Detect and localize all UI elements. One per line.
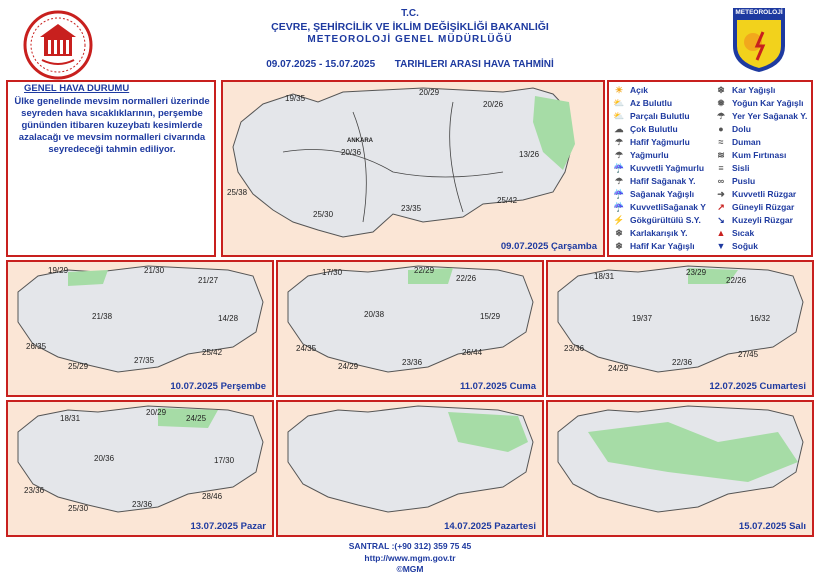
main-map-date: 09.07.2025 Çarşamba [500, 241, 597, 252]
day-turkey-map [8, 402, 272, 535]
day-temp: 26/35 [26, 342, 47, 351]
footer-url[interactable]: http://www.mgm.gov.tr [364, 553, 456, 563]
smoke-icon: ≈ [718, 137, 724, 147]
day-temp: 22/26 [456, 274, 477, 283]
day-temp: 20/38 [364, 310, 385, 319]
shower-icon: ☔ [613, 189, 625, 199]
legend-label: Kuvvetli Yağmurlu [630, 163, 705, 173]
day-panel [276, 400, 544, 537]
fog-icon: ≡ [718, 163, 724, 173]
snow-icon: ❄ [717, 85, 725, 95]
legend-label: Dolu [732, 124, 751, 134]
strong-wind-icon: ➜ [717, 189, 725, 199]
day-turkey-map [278, 402, 542, 535]
south-wind-icon: ↗ [717, 202, 725, 212]
light-rain-icon: ☂ [614, 137, 624, 147]
legend-item [613, 85, 648, 95]
legend-label: Hafif Yağmurlu [630, 137, 690, 147]
day-temp: 24/25 [186, 414, 207, 423]
main-temp: 19/35 [285, 94, 306, 103]
legend-label: Hafif Kar Yağışlı [630, 241, 695, 251]
legend-box [607, 80, 813, 257]
main-temp: 13/26 [519, 150, 540, 159]
main-turkey-map [223, 82, 603, 255]
cloud-icon: ☁ [614, 124, 624, 134]
legend-item [715, 150, 786, 160]
legend-item [715, 85, 775, 95]
day-temp: 23/36 [564, 344, 585, 353]
legend-item [715, 124, 751, 134]
day-turkey-map [548, 262, 812, 395]
haze-icon: ∞ [717, 176, 725, 186]
day-panel-date: 12.07.2025 Cumartesi [709, 381, 806, 392]
day-panel [546, 260, 814, 397]
day-temp: 22/36 [672, 358, 693, 367]
day-temp: 24/29 [608, 364, 629, 373]
legend-label: Yağmurlu [630, 150, 669, 160]
day-temp: 24/29 [338, 362, 359, 371]
summary-title: GENEL HAVA DURUMU [24, 83, 130, 94]
legend-label: Duman [732, 137, 761, 147]
footer-phone: SANTRAL :(+90 312) 359 75 45 [348, 541, 472, 551]
day-temp: 26/44 [462, 348, 483, 357]
day-temp: 14/28 [218, 314, 239, 323]
day-temp: 17/30 [214, 456, 235, 465]
day-panel [6, 260, 274, 397]
header-ministry: ÇEVRE, ŞEHİRCİLİK VE İKLİM DEĞİŞİKLİĞİ BAKANLIĞI [271, 21, 549, 33]
day-panel-date: 14.07.2025 Pazartesi [444, 521, 536, 532]
main-temp: 25/42 [497, 196, 518, 205]
meteoroloji-logo-text: METEOROLOJİ [735, 9, 783, 16]
local-shower-icon: ☂ [716, 111, 726, 121]
cold-icon: ▼ [716, 241, 726, 251]
legend-label: Kar Yağışlı [732, 85, 776, 95]
main-map-panel [221, 80, 605, 257]
legend-label: Yer Yer Sağanak Y. [732, 111, 808, 121]
hail-icon: ● [718, 124, 724, 134]
sleet-icon: ❄ [615, 228, 623, 238]
light-snow-icon: ❄ [615, 241, 623, 251]
header-title: TARIHLERI ARASI HAVA TAHMİNİ [394, 59, 554, 70]
heavy-shower-icon: ☔ [613, 202, 625, 212]
day-temp: 23/36 [24, 486, 45, 495]
legend-label: KuvvetliSağanak Y [630, 202, 706, 212]
legend-label: Sağanak Yağışlı [630, 189, 695, 199]
legend-item [715, 163, 749, 173]
day-temp: 24/35 [296, 344, 317, 353]
legend-label: Kuvvetli Rüzgar [732, 189, 797, 199]
day-panel-date: 13.07.2025 Pazar [190, 521, 266, 532]
header-tc: T.C. [401, 8, 419, 19]
day-temp: 15/29 [480, 312, 501, 321]
legend-item [715, 189, 796, 199]
day-temp: 17/30 [322, 268, 343, 277]
day-temp: 19/37 [632, 314, 653, 323]
legend-label: Kuzeyli Rüzgar [732, 215, 793, 225]
legend-item [613, 176, 696, 186]
header-dates: 09.07.2025 - 15.07.2025 [266, 59, 376, 70]
legend-item [715, 241, 758, 251]
day-temp: 19/29 [48, 266, 69, 275]
hot-icon: ▲ [716, 228, 726, 238]
legend-label: Kum Fırtınası [732, 150, 787, 160]
main-temp: 20/36 [341, 148, 362, 157]
main-temp: 25/30 [313, 210, 334, 219]
day-temp: 21/38 [92, 312, 113, 321]
legend-label: Az Bulutlu [630, 98, 673, 108]
day-temp: 25/42 [202, 348, 223, 357]
legend-label: Sıcak [732, 228, 755, 238]
legend-item [613, 137, 690, 147]
legend-item [613, 98, 672, 108]
sun-icon: ☀ [614, 85, 624, 95]
main-temp: 20/26 [483, 100, 504, 109]
day-temp: 20/29 [146, 408, 167, 417]
day-temp: 23/36 [402, 358, 423, 367]
legend-item [613, 124, 678, 134]
rain-icon: ☂ [614, 150, 624, 160]
day-temp: 23/36 [132, 500, 153, 509]
day-temp: 25/29 [68, 362, 89, 371]
summary-text: Ülke genelinde mevsim normalleri üzerinde seyreden hava sıcaklıklarının, perşembe gününden itibaren kuzeybatı kesimlerde azalacağı ve mevsim normalleri civarında seyredeceği tahmin ediliyor. [14, 96, 210, 155]
main-temp: 25/38 [227, 188, 248, 197]
legend-label: Çok Bulutlu [630, 124, 678, 134]
summary-box [6, 80, 216, 257]
heavy-rain-icon: ☔ [613, 163, 625, 173]
footer-copyright: ©MGM [396, 564, 424, 574]
thunder-icon: ⚡ [613, 215, 625, 225]
legend-label: Güneyli Rüzgar [732, 202, 795, 212]
legend-label: Gökgürültülü S.Y. [630, 215, 701, 225]
day-panel [276, 260, 544, 397]
day-turkey-map [278, 262, 542, 395]
day-temp: 16/32 [750, 314, 771, 323]
legend-item [613, 111, 690, 121]
legend-item [613, 215, 701, 225]
main-city-label: ANKARA [347, 138, 373, 144]
legend-item [613, 150, 669, 160]
legend-label: Karlakarışık Y. [630, 228, 688, 238]
legend-label: Hafif Sağanak Y. [630, 176, 696, 186]
north-wind-icon: ↘ [717, 215, 725, 225]
legend-label: Puslu [732, 176, 756, 186]
heavy-snow-icon: ❅ [717, 98, 725, 108]
legend-item [715, 98, 803, 108]
light-shower-icon: ☂ [614, 176, 624, 186]
day-panel-date: 10.07.2025 Perşembe [170, 381, 266, 392]
sandstorm-icon: ≋ [717, 150, 725, 160]
legend-item [715, 228, 754, 238]
legend-item [715, 215, 793, 225]
day-temp: 25/30 [68, 504, 89, 513]
day-temp: 23/29 [686, 268, 707, 277]
sun-cloud-icon: ⛅ [613, 98, 625, 108]
partly-cloudy-icon: ⛅ [613, 111, 625, 121]
header-directorate: METEOROLOJİ GENEL MÜDÜRLÜĞÜ [307, 34, 513, 45]
day-panel [546, 400, 814, 537]
legend-item [613, 163, 704, 173]
day-temp: 28/46 [202, 492, 223, 501]
legend-label: Açık [630, 85, 648, 95]
legend-label: Soğuk [732, 241, 758, 251]
legend-item [715, 176, 755, 186]
legend-label: Sisli [732, 163, 750, 173]
day-temp: 18/31 [60, 414, 81, 423]
day-turkey-map [8, 262, 272, 395]
day-panel-date: 15.07.2025 Salı [738, 521, 806, 532]
day-temp: 20/36 [94, 454, 115, 463]
legend-item [715, 111, 807, 121]
day-temp: 22/26 [726, 276, 747, 285]
main-temp: 20/29 [419, 88, 440, 97]
legend-label: Yoğun Kar Yağışlı [732, 98, 804, 108]
day-temp: 22/29 [414, 266, 435, 275]
header-title-row [0, 59, 820, 71]
day-temp: 21/30 [144, 266, 165, 275]
main-temp: 23/35 [401, 204, 422, 213]
day-temp: 27/45 [738, 350, 759, 359]
day-panel [6, 400, 274, 537]
day-temp: 21/27 [198, 276, 219, 285]
day-panel-date: 11.07.2025 Cuma [459, 381, 536, 392]
day-temp: 27/35 [134, 356, 155, 365]
legend-item [613, 202, 706, 212]
day-temp: 18/31 [594, 272, 615, 281]
legend-label: Parçalı Bulutlu [630, 111, 690, 121]
day-turkey-map [548, 402, 812, 535]
legend-item [715, 202, 794, 212]
legend-item [613, 241, 695, 251]
legend-item [613, 228, 688, 238]
legend-item [613, 189, 694, 199]
legend-item [715, 137, 761, 147]
